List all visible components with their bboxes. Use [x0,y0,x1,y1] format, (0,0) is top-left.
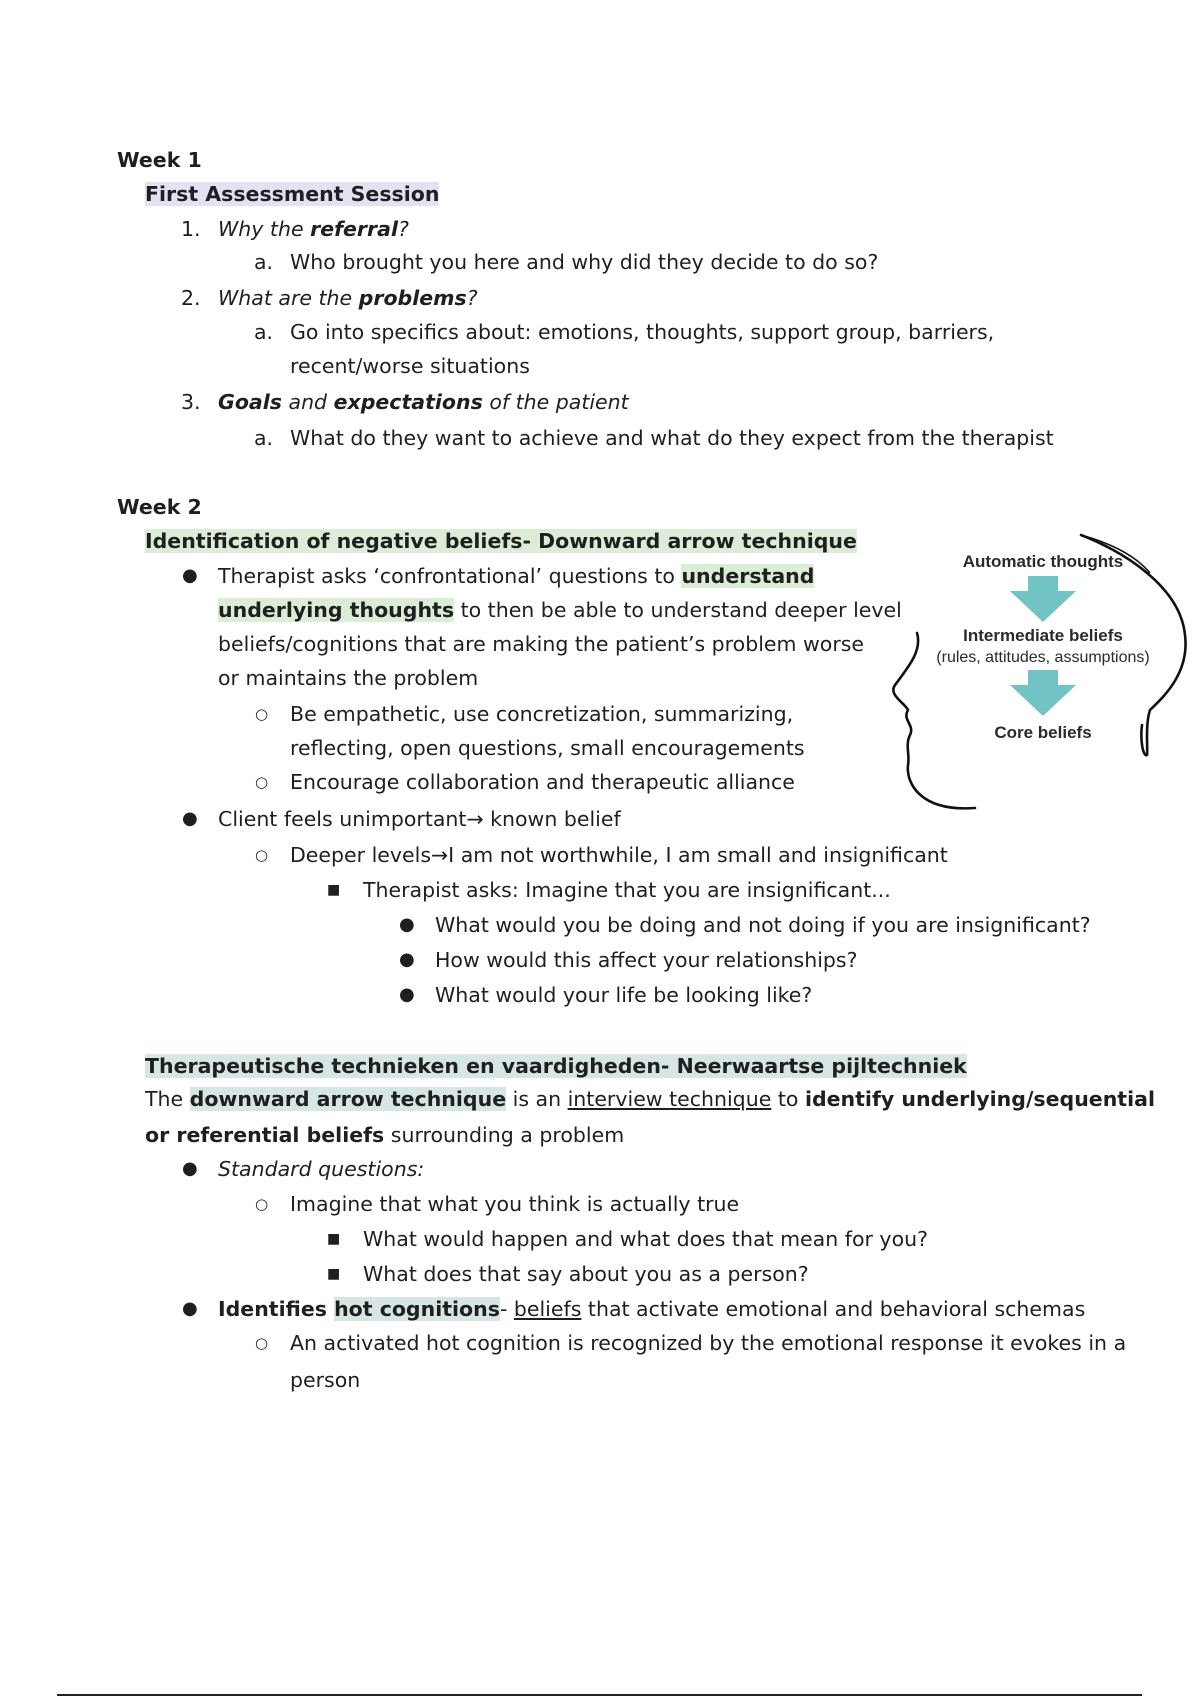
hollow-bullet-icon: ○ [255,773,269,791]
item2-sub-line1: Go into specifics about: emotions, thoughts, support group, barriers, [290,320,995,344]
bullet1-line1: Therapist asks ‘confrontational’ questions to understand [218,564,815,588]
sub1-line2: reflecting, open questions, small encouragements [290,736,805,760]
bullet2-text: Client feels unimportant→ known belief [218,807,621,831]
item2-sub-line2: recent/worse situations [290,354,530,378]
core-beliefs-label: Core beliefs [994,723,1092,742]
intermediate-beliefs-sub: (rules, attitudes, assumptions) [936,649,1150,666]
question-2: How would this affect your relationships? [435,948,858,972]
question-3: What would your life be looking like? [435,983,813,1007]
section-title-highlight: Therapeutische technieken en vaardigheden- Neerwaartse pijltechniek [145,1054,967,1078]
bullet-icon: ● [182,565,198,586]
bullet-icon: ● [399,949,415,970]
imagine-text: Imagine that what you think is actually true [290,1192,740,1216]
standard-questions: Standard questions: [218,1157,425,1181]
list-number: 3. [181,390,201,414]
sub2: Encourage collaboration and therapeutic alliance [290,770,795,794]
hollow-bullet-icon: ○ [255,1334,269,1352]
down-arrow-1 [1010,576,1076,622]
week1-heading: Week 1 [117,148,202,172]
bullet-icon: ● [182,1298,198,1319]
bullet-icon: ● [399,914,415,935]
section3-title [145,1052,967,1080]
page-bottom-rule [57,1694,1142,1696]
section-title-highlight: First Assessment Session [145,182,440,206]
list-letter: a. [254,250,274,274]
bullet1-line2: underlying thoughts to then be able to understand deeper level [218,598,902,622]
week2-section-title [145,527,857,555]
item1-sub: Who brought you here and why did they decide to do so? [290,250,879,274]
list-number: 2. [181,286,201,310]
cognitive-levels-diagram [880,525,1200,815]
sub1-line1: Be empathetic, use concretization, summarizing, [290,702,794,726]
down-arrow-2 [1010,670,1076,716]
section-title-highlight: Identification of negative beliefs- Downward arrow technique [145,529,857,553]
list-letter: a. [254,426,274,450]
week1-section-title [145,180,439,208]
bullet-icon: ● [182,808,198,829]
standard-q1: What would happen and what does that mean for you? [363,1227,928,1251]
automatic-thoughts-label: Automatic thoughts [962,552,1124,571]
question-1: What would you be doing and not doing if you are insignificant? [435,913,1091,937]
item3-title: Goals and expectations of the patient [218,390,629,414]
list-number: 1. [181,217,201,241]
standard-q2: What does that say about you as a person? [363,1262,809,1286]
square-bullet-icon: ■ [327,1231,341,1247]
hollow-bullet-icon: ○ [255,846,269,864]
square-bullet-icon: ■ [327,1266,341,1282]
hollow-bullet-icon: ○ [255,1195,269,1213]
definition-line1: The downward arrow technique is an interview technique to identify underlying/sequential [145,1087,1155,1111]
week2-heading: Week 2 [117,495,202,519]
activated-line2: person [290,1368,361,1392]
item2-title: What are the problems? [218,286,478,310]
hot-cognitions-line: Identifies hot cognitions- beliefs that activate emotional and behavioral schemas [218,1297,1086,1321]
bullet2-subsub: Therapist asks: Imagine that you are insignificant... [363,878,891,902]
list-letter: a. [254,320,274,344]
bullet-icon: ● [182,1158,198,1179]
item3-sub: What do they want to achieve and what do they expect from the therapist [290,426,1054,450]
bullet1-line3: beliefs/cognitions that are making the patient’s problem worse [218,632,865,656]
bullet-icon: ● [399,984,415,1005]
activated-line1: An activated hot cognition is recognized by the emotional response it evokes in a [290,1331,1127,1355]
intermediate-beliefs-label: Intermediate beliefs [963,626,1123,645]
definition-line2: or referential beliefs surrounding a problem [145,1123,625,1147]
bullet2-sub: Deeper levels→I am not worthwhile, I am small and insignificant [290,843,948,867]
item1-title: Why the referral? [218,217,409,241]
square-bullet-icon: ■ [327,882,341,898]
hollow-bullet-icon: ○ [255,705,269,723]
bullet1-line4: or maintains the problem [218,666,479,690]
